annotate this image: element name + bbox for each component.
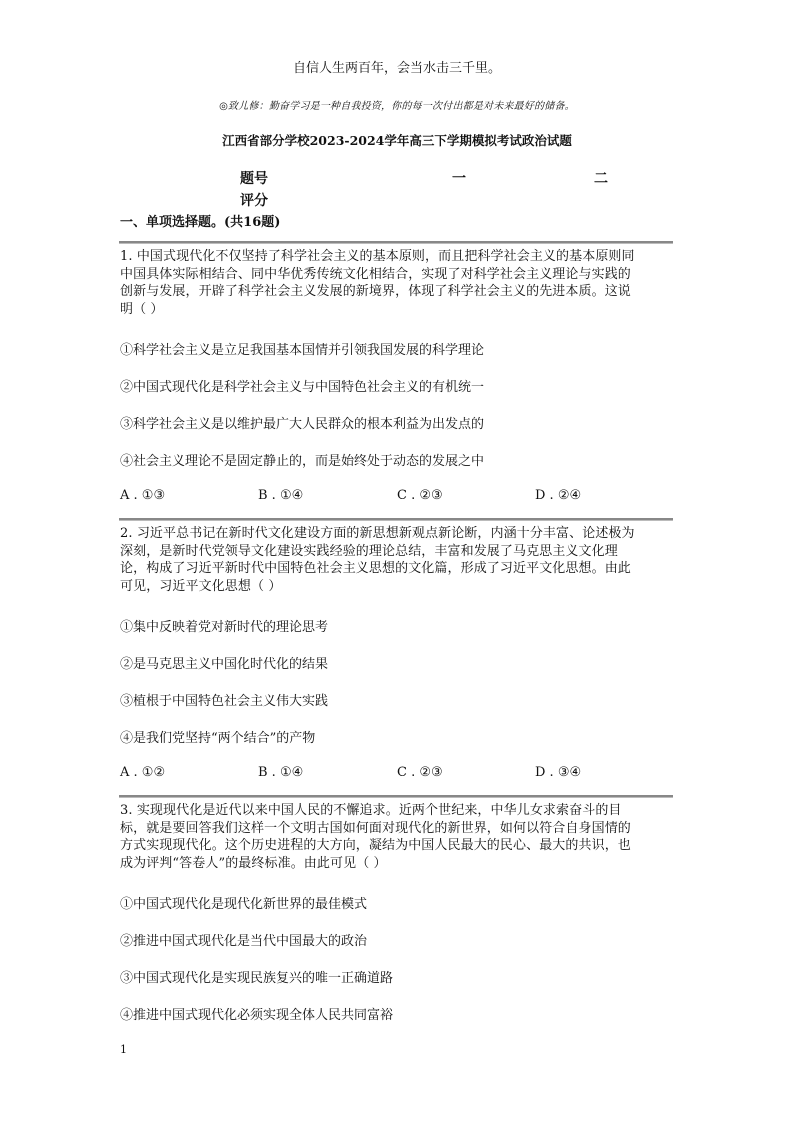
question-2-statement-4: ④是我们党坚持“两个结合”的产物 [120, 731, 316, 746]
question-divider [119, 795, 673, 798]
exam-title: 江西省部分学校2023-2024学年高三下学期模拟考试政治试题 [222, 133, 572, 148]
question-1-choice-b[interactable]: B . ①④ [258, 488, 304, 503]
question-2-stem-line: 深刻，是新时代党领导文化建设实践经验的理论总结，丰富和发展了马克思主义文化理 [120, 543, 618, 559]
question-1-statement-3: ③科学社会主义是以维护最广大人民群众的根本利益为出发点的 [120, 417, 485, 432]
score-table-col-1: 一 [452, 171, 466, 187]
page-number: 1 [120, 1043, 127, 1056]
score-table-row-label-score: 评分 [240, 193, 268, 209]
question-1-stem-line: 中国具体实际相结合、同中华优秀传统文化相结合，实现了对科学社会主义理论与实践的 [120, 266, 631, 282]
score-table-row-label-number: 题号 [240, 171, 268, 187]
question-1-statement-4: ④社会主义理论不是固定静止的，而是始终处于动态的发展之中 [120, 454, 485, 469]
question-2-statement-1: ①集中反映着党对新时代的理论思考 [120, 620, 329, 635]
question-divider [119, 241, 673, 244]
question-2-statement-3: ③植根于中国特色社会主义伟大实践 [120, 694, 329, 709]
question-2-choice-d[interactable]: D . ③④ [535, 765, 582, 780]
section-heading: 一、单项选择题。(共16题) [120, 215, 281, 230]
question-1-stem [120, 248, 675, 318]
question-3-statement-4: ④推进中国式现代化必须实现全体人民共同富裕 [120, 1008, 394, 1023]
question-2-statement-2: ②是马克思主义中国化时代化的结果 [120, 657, 329, 672]
question-1-statement-1: ①科学社会主义是立足我国基本国情并引领我国发展的科学理论 [120, 343, 485, 358]
question-1-choice-c[interactable]: C . ②③ [397, 488, 443, 503]
question-3-statement-3: ③中国式现代化是实现民族复兴的唯一正确道路 [120, 971, 394, 986]
question-divider [119, 518, 673, 521]
question-2-stem-line: 论，构成了习近平新时代中国特色社会主义思想的文化篇，形成了习近平文化思想。由此 [120, 561, 631, 577]
question-3-statement-2: ②推进中国式现代化是当代中国最大的政治 [120, 934, 368, 949]
question-1-choice-d[interactable]: D . ②④ [535, 488, 582, 503]
question-2-stem [120, 525, 675, 595]
encouragement-tip: ◎致儿修：勤奋学习是一种自我投资，你的每一次付出都是对未来最好的储备。 [219, 101, 575, 112]
question-2-choice-b[interactable]: B . ①④ [258, 765, 304, 780]
question-1-stem-line: 1. 中国式现代化不仅坚持了科学社会主义的基本原则，而且把科学社会主义的基本原则同 [120, 249, 635, 264]
question-1-stem-line: 创新与发展，开辟了科学社会主义发展的新境界，体现了科学社会主义的先进本质。这说 [120, 284, 631, 300]
score-table-col-2: 二 [594, 171, 608, 187]
question-3-stem-line: 成为评判“答卷人”的最终标准。由此可见（ ） [120, 855, 387, 871]
question-3-stem-line: 方式实现现代化。这个历史进程的大方向，凝结为中国人民最大的民心、最大的共识，也 [120, 838, 631, 854]
question-1-statement-2: ②中国式现代化是科学社会主义与中国特色社会主义的有机统一 [120, 380, 485, 395]
question-3-stem-line: 标，就是要回答我们这样一个文明古国如何面对现代化的新世界，如何以符合自身国情的 [120, 820, 631, 836]
motto-line: 自信人生两百年，会当水击三千里。 [292, 61, 501, 76]
question-1-stem-line: 明（ ） [120, 301, 164, 317]
question-3-statement-1: ①中国式现代化是现代化新世界的最佳模式 [120, 897, 368, 912]
question-2-choice-a[interactable]: A . ①② [120, 765, 166, 780]
question-2-stem-line: 可见，习近平文化思想（ ） [120, 578, 282, 594]
question-1-choice-a[interactable]: A . ①③ [120, 488, 166, 503]
question-2-choice-c[interactable]: C . ②③ [397, 765, 443, 780]
question-3-stem-line: 3. 实现现代化是近代以来中国人民的不懈追求。近两个世纪来，中华儿女求索奋斗的目 [120, 803, 622, 818]
question-2-stem-line: 2. 习近平总书记在新时代文化建设方面的新思想新观点新论断，内涵十分丰富、论述极为 [120, 526, 635, 541]
question-3-stem [120, 802, 675, 872]
